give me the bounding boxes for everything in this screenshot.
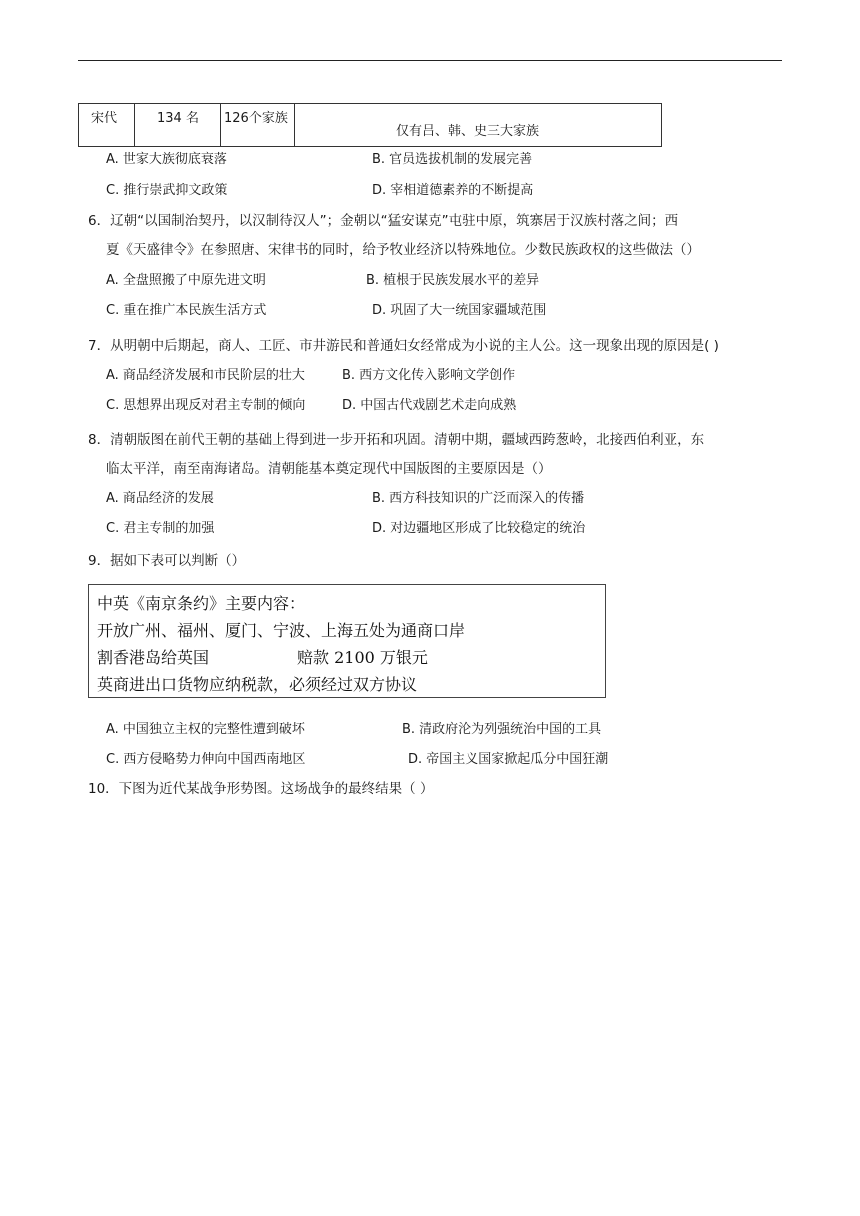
- q6-option-c: C. 重在推广本民族生活方式: [106, 303, 267, 318]
- treaty-title: 中英《南京条约》主要内容：: [97, 594, 306, 613]
- q7-line-1: 7．从明朝中后期起，商人、工匠、市井游民和普通妇女经常成为小说的主人公。这一现象出现的原因是( ): [88, 338, 719, 354]
- q9-line-1: 9．据如下表可以判断（）: [88, 553, 246, 569]
- q9-option-c: C. 西方侵略势力伸向中国西南地区: [106, 752, 306, 767]
- table-cell-dynasty: 宋代: [79, 104, 135, 146]
- treaty-item-indemnity: 赔款 2100 万银元: [297, 648, 428, 667]
- q6-option-b: B. 植根于民族发展水平的差异: [366, 273, 540, 288]
- q8-option-a: A. 商品经济的发展: [106, 491, 214, 506]
- q5-option-b: B. 官员选拔机制的发展完善: [372, 152, 533, 167]
- treaty-item-hongkong: 割香港岛给英国: [97, 648, 210, 667]
- q8-option-b: B. 西方科技知识的广泛而深入的传播: [372, 491, 585, 506]
- dynasty-table: [78, 103, 662, 147]
- table-cell-note: 仅有吕、韩、史三大家族: [396, 124, 540, 139]
- table-cell-count: 134 名: [135, 104, 221, 146]
- q8-line-1: 8．清朝版图在前代王朝的基础上得到进一步开拓和巩固。清朝中期，疆域西跨葱岭，北接西伯利亚，东: [88, 432, 705, 448]
- q5-option-a: A. 世家大族彻底衰落: [106, 152, 227, 167]
- q7-option-b: B. 西方文化传入影响文学创作: [342, 368, 516, 383]
- q8-option-c: C. 君主专制的加强: [106, 521, 215, 536]
- q9-option-a: A. 中国独立主权的完整性遭到破坏: [106, 722, 305, 737]
- q7-option-a: A. 商品经济发展和市民阶层的壮大: [106, 368, 305, 383]
- q5-option-d: D. 宰相道德素养的不断提高: [372, 183, 534, 198]
- treaty-item-ports: 开放广州、福州、厦门、宁波、上海五处为通商口岸: [97, 621, 466, 640]
- q5-option-c: C. 推行崇武抑文政策: [106, 183, 228, 198]
- q6-option-d: D. 巩固了大一统国家疆域范围: [372, 303, 547, 318]
- q7-option-c: C. 思想界出现反对君主专制的倾向: [106, 398, 306, 413]
- q6-line-1: 6．辽朝“以国制治契丹，以汉制待汉人”；金朝以“猛安谋克”屯驻中原，筑寨居于汉族村落之间；西: [88, 213, 679, 229]
- q10-line-1: 10．下图为近代某战争形势图。这场战争的最终结果（ ）: [88, 781, 434, 797]
- table-cell-families: 126个家族: [221, 104, 295, 146]
- treaty-item-tariff: 英商进出口货物应纳税款，必须经过双方协议: [97, 675, 418, 694]
- q9-option-d: D. 帝国主义国家掀起瓜分中国狂潮: [408, 752, 609, 767]
- q7-option-d: D. 中国古代戏剧艺术走向成熟: [342, 398, 517, 413]
- q8-option-d: D. 对边疆地区形成了比较稳定的统治: [372, 521, 586, 536]
- q9-option-b: B. 清政府沦为列强统治中国的工具: [402, 722, 602, 737]
- header-rule: [78, 60, 782, 61]
- q8-line-2: 临太平洋，南至南海诸岛。清朝能基本奠定现代中国版图的主要原因是（）: [106, 461, 552, 477]
- q6-option-a: A. 全盘照搬了中原先进文明: [106, 273, 266, 288]
- nanjing-treaty-box: [88, 584, 606, 698]
- q6-line-2: 夏《天盛律令》在参照唐、宋律书的同时，给予牧业经济以特殊地位。少数民族政权的这些做法（）: [106, 242, 700, 258]
